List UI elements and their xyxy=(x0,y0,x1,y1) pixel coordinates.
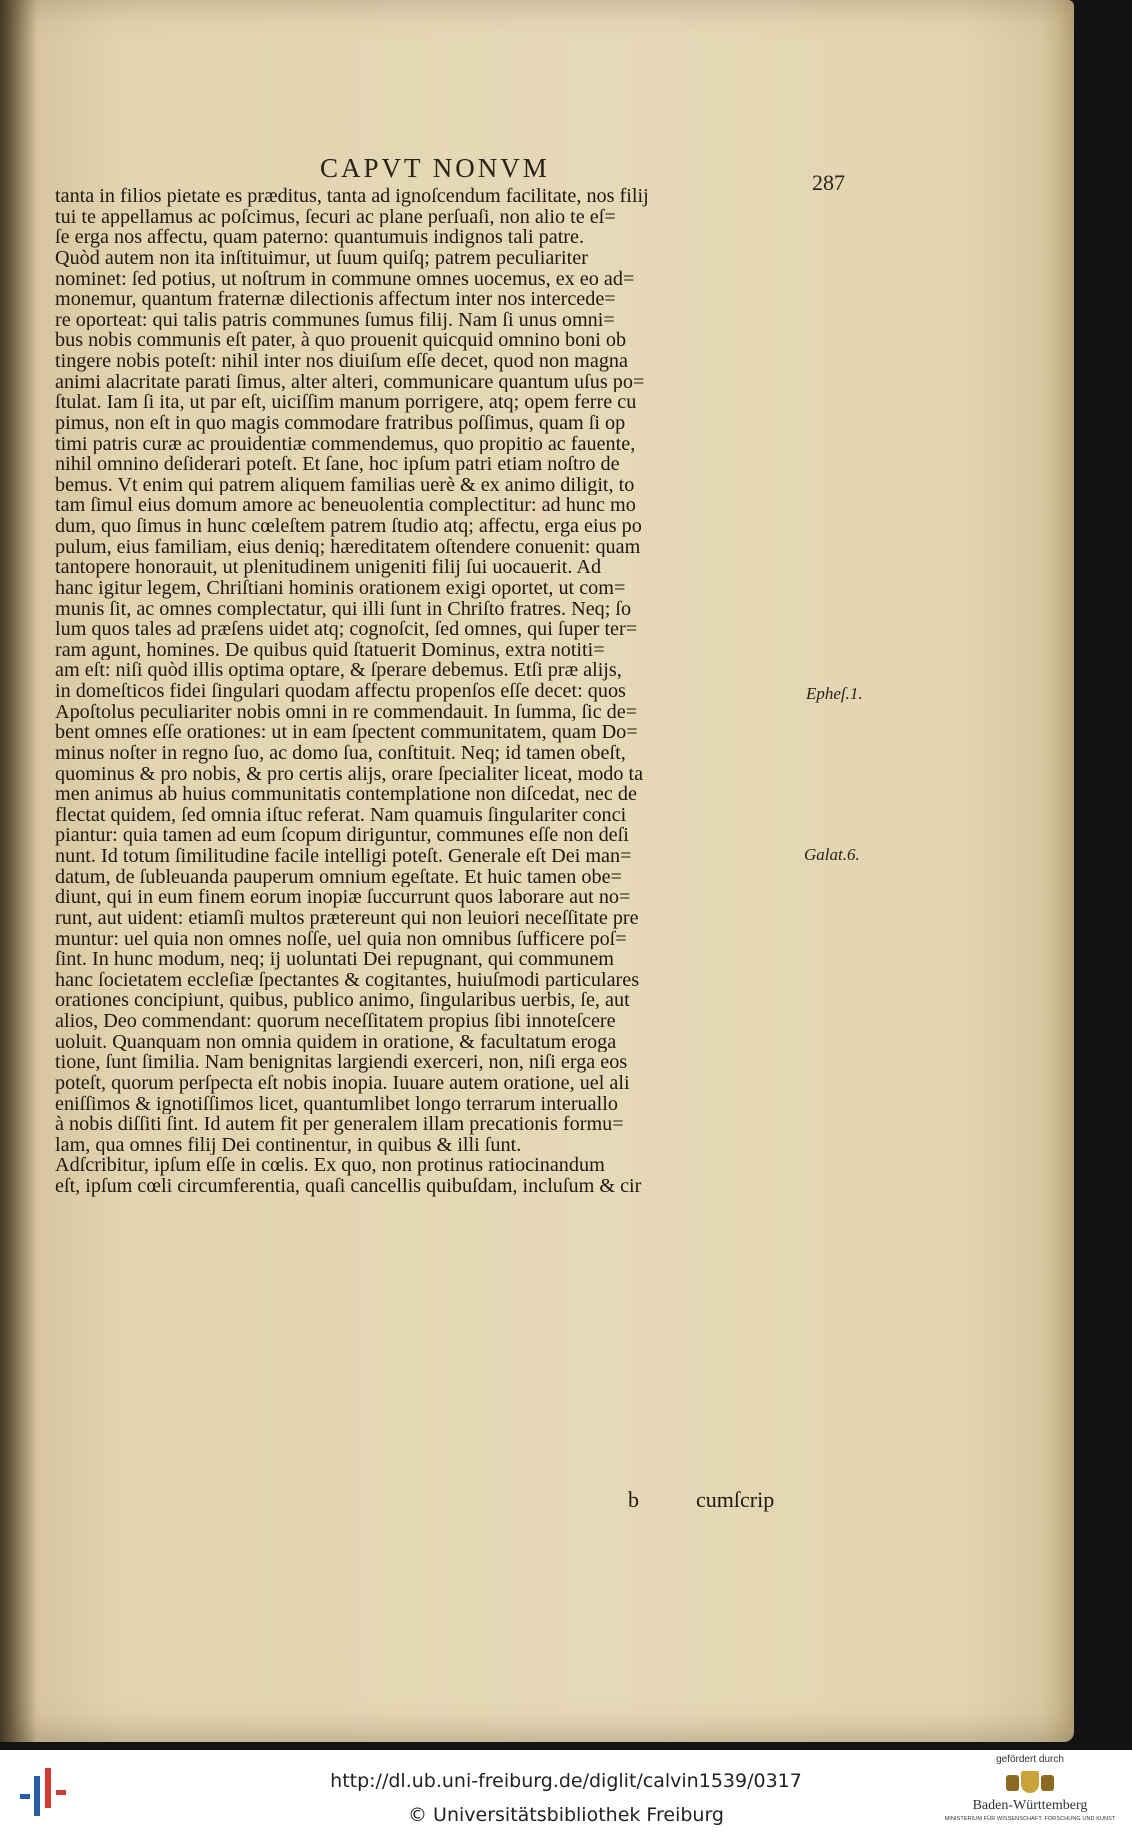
margin-note-galatians: Galat.6. xyxy=(804,845,860,864)
text-line: munis ſit, ac omnes complectatur, qui illi ſunt in Chriſto fratres. Neq; ſo xyxy=(55,598,632,620)
text-line: monemur, quantum fraternæ dilectionis affectum inter nos intercede= xyxy=(55,289,616,310)
text-line: quominus & pro nobis, & pro certis alijs, orare ſpecialiter liceat, modo ta xyxy=(55,763,644,785)
text-line: Apoſtolus peculiariter nobis omni in re commendauit. In ſumma, ſic de= xyxy=(55,701,638,723)
text-line: pulum, eius familiam, eius deniq; hæreditatem oſtendere conuenit: quam xyxy=(55,536,641,558)
gutter-shadow xyxy=(0,0,36,1742)
funder-ministry: MINISTERIUM FÜR WISSENSCHAFT, FORSCHUNG UND KUNST xyxy=(944,1816,1116,1822)
permalink-url[interactable]: http://dl.ub.uni-freiburg.de/diglit/calvin1539/0317 xyxy=(330,1770,802,1792)
text-line: in domeſticos fidei ſingulari quodam affectu propenſos eſſe decet: quos xyxy=(55,681,626,702)
text-line: nihil omnino deſiderari poteſt. Et ſane, hoc ipſum patri etiam noſtro de xyxy=(55,454,620,475)
text-line: poteſt, quorum perſpecta eſt nobis inopia. Iuuare autem oratione, uel ali xyxy=(55,1072,630,1094)
catchword: cumſcrip xyxy=(696,1487,775,1512)
text-line: hanc ſocietatem eccleſiæ ſpectantes & cogitantes, huiuſmodi particulares xyxy=(55,969,640,991)
text-line: animi alacritate parati ſimus, alter alteri, communicare quantum uſus po= xyxy=(55,371,645,393)
text-line: tanta in filios pietate es præditus, tanta ad ignoſcendum facilitate, nos filij xyxy=(55,186,649,207)
text-line: uoluit. Quanquam non omnia quidem in oratione, & facultatum eroga xyxy=(55,1031,617,1053)
text-line: Quòd autem non ita inſtituimur, ut ſuum quiſq; patrem peculiariter xyxy=(55,247,588,269)
text-line: eſt, ipſum cœli circumferentia, quaſi cancellis quibuſdam, incluſum & cir xyxy=(55,1176,642,1197)
text-line: ſint. In hunc modum, neq; ij uoluntati Dei repugnant, qui communem xyxy=(55,949,614,970)
text-line: re oporteat: qui talis patris communes ſumus filij. Nam ſi unus omni= xyxy=(55,309,615,331)
funding-badge xyxy=(930,1754,1130,1822)
text-line: timi patris curæ ac prouidentiæ commendemus, quo propitio ac fauente, xyxy=(55,433,636,455)
text-line: muntur: uel quia non omnes noſſe, uel quia non omnibus ſufficere poſ= xyxy=(55,928,627,950)
text-line: datum, de ſubleuanda pauperum omnium egeſtate. Et huic tamen obe= xyxy=(55,866,622,888)
text-line: bemus. Vt enim qui patrem aliquem familias uerè & ex animo diligit, to xyxy=(55,474,635,496)
text-line: lam, qua omnes filij Dei continentur, in quibus & illi ſunt. xyxy=(55,1134,522,1156)
funding-label: gefördert durch xyxy=(996,1754,1064,1765)
text-line: tingere nobis poteſt: nihil inter nos diuiſum eſſe decet, quod non magna xyxy=(55,351,628,372)
text-line: diunt, qui in eum finem eorum inopiæ ſuccurrunt quos laborare aut no= xyxy=(55,887,631,908)
text-line: orationes concipiunt, quibus, publico animo, ſingularibus uerbis, ſe, aut xyxy=(55,990,630,1011)
text-line: ram agunt, homines. De quibus quid ſtatuerit Dominus, extra notiti= xyxy=(55,639,605,661)
text-line: lum quos tales ad præſens uidet atq; cognoſcit, ſed omnes, qui ſuper ter= xyxy=(55,619,638,640)
text-line: dum, quo ſimus in hunc cœleſtem patrem ſtudio atq; affectu, erga eius po xyxy=(55,516,642,537)
text-line: Adſcribitur, ipſum eſſe in cœlis. Ex quo, non protinus ratiocinandum xyxy=(55,1155,605,1176)
text-line: tam ſimul eius domum amore ac beneuolentia complectitur: ad hunc mo xyxy=(55,495,636,516)
text-line: pimus, non eſt in quo magis commodare fratribus poſſimus, quam ſi op xyxy=(55,412,626,434)
text-line: nominet: ſed potius, ut noſtrum in commune omnes uocemus, ex eo ad= xyxy=(55,268,635,290)
text-line: tantopere honorauit, ut plenitudinem unigeniti filij ſui uocauerit. Ad xyxy=(55,557,602,578)
text-line: alios, Deo commendant: quorum neceſſitatem propius ſibi innoteſcere xyxy=(55,1011,616,1032)
text-line: tione, ſunt ſimilia. Nam benignitas largiendi exerceri, non, niſi erga eos xyxy=(55,1052,628,1073)
folio-number: 287 xyxy=(812,170,845,195)
text-line: nunt. Id totum ſimilitudine facile intelligi poteſt. Generale eſt Dei man= xyxy=(55,846,632,867)
text-line: tui te appellamus ac poſcimus, ſecuri ac plane perſuaſi, non alio te eſ= xyxy=(55,206,616,228)
signature-mark: b xyxy=(628,1487,639,1512)
running-head: CAPVT NONVM xyxy=(320,153,550,183)
margin-note-ephesians: Epheſ.1. xyxy=(806,684,863,703)
text-line: bus nobis communis eſt pater, à quo prouenit quicquid omnino boni ob xyxy=(55,330,627,351)
text-line: am eſt: niſi quòd illis optima optare, & ſperare debemus. Etſi præ alijs, xyxy=(55,660,622,681)
text-line: ſtulat. Iam ſi ita, ut par eſt, uiciſſim manum porrigere, atq; opem ferre cu xyxy=(55,392,637,413)
text-line: hanc igitur legem, Chriſtiani hominis orationem exigi oportet, ut com= xyxy=(55,577,626,599)
text-line: eniſſimos & ignotiſſimos licet, quantumlibet longo terrarum interuallo xyxy=(55,1093,618,1115)
main-text-block xyxy=(55,186,800,1197)
text-line: à nobis diſſiti ſint. Id autem fit per generalem illam precationis formu= xyxy=(55,1114,624,1135)
text-line: piantur: quia tamen ad eum ſcopum diriguntur, communes eſſe non deſi xyxy=(55,825,629,846)
coat-of-arms-icon xyxy=(1004,1769,1056,1795)
funder-name: Baden-Württemberg xyxy=(972,1798,1088,1813)
text-line: flectat quidem, ſed omnia iſtuc referat. Nam quamuis ſingulariter conci xyxy=(55,804,627,826)
copyright-notice: © Universitätsbibliothek Freiburg xyxy=(408,1804,724,1826)
text-line: ſe erga nos affectu, quam paterno: quantumuis indignos tali patre. xyxy=(55,227,585,248)
text-line: minus noſter in regno ſuo, ac domo ſua, conſtituit. Neq; id tamen obeſt, xyxy=(55,742,626,764)
text-line: bent omnes eſſe orationes: ut in eam ſpectent communitatem, quam Do= xyxy=(55,722,638,743)
text-line: runt, aut uident: etiamſi multos prætereunt qui non leuiori neceſſitate pre xyxy=(55,907,639,929)
text-line: men animus ab huius communitatis contemplatione non diſcedat, nec de xyxy=(55,784,637,805)
